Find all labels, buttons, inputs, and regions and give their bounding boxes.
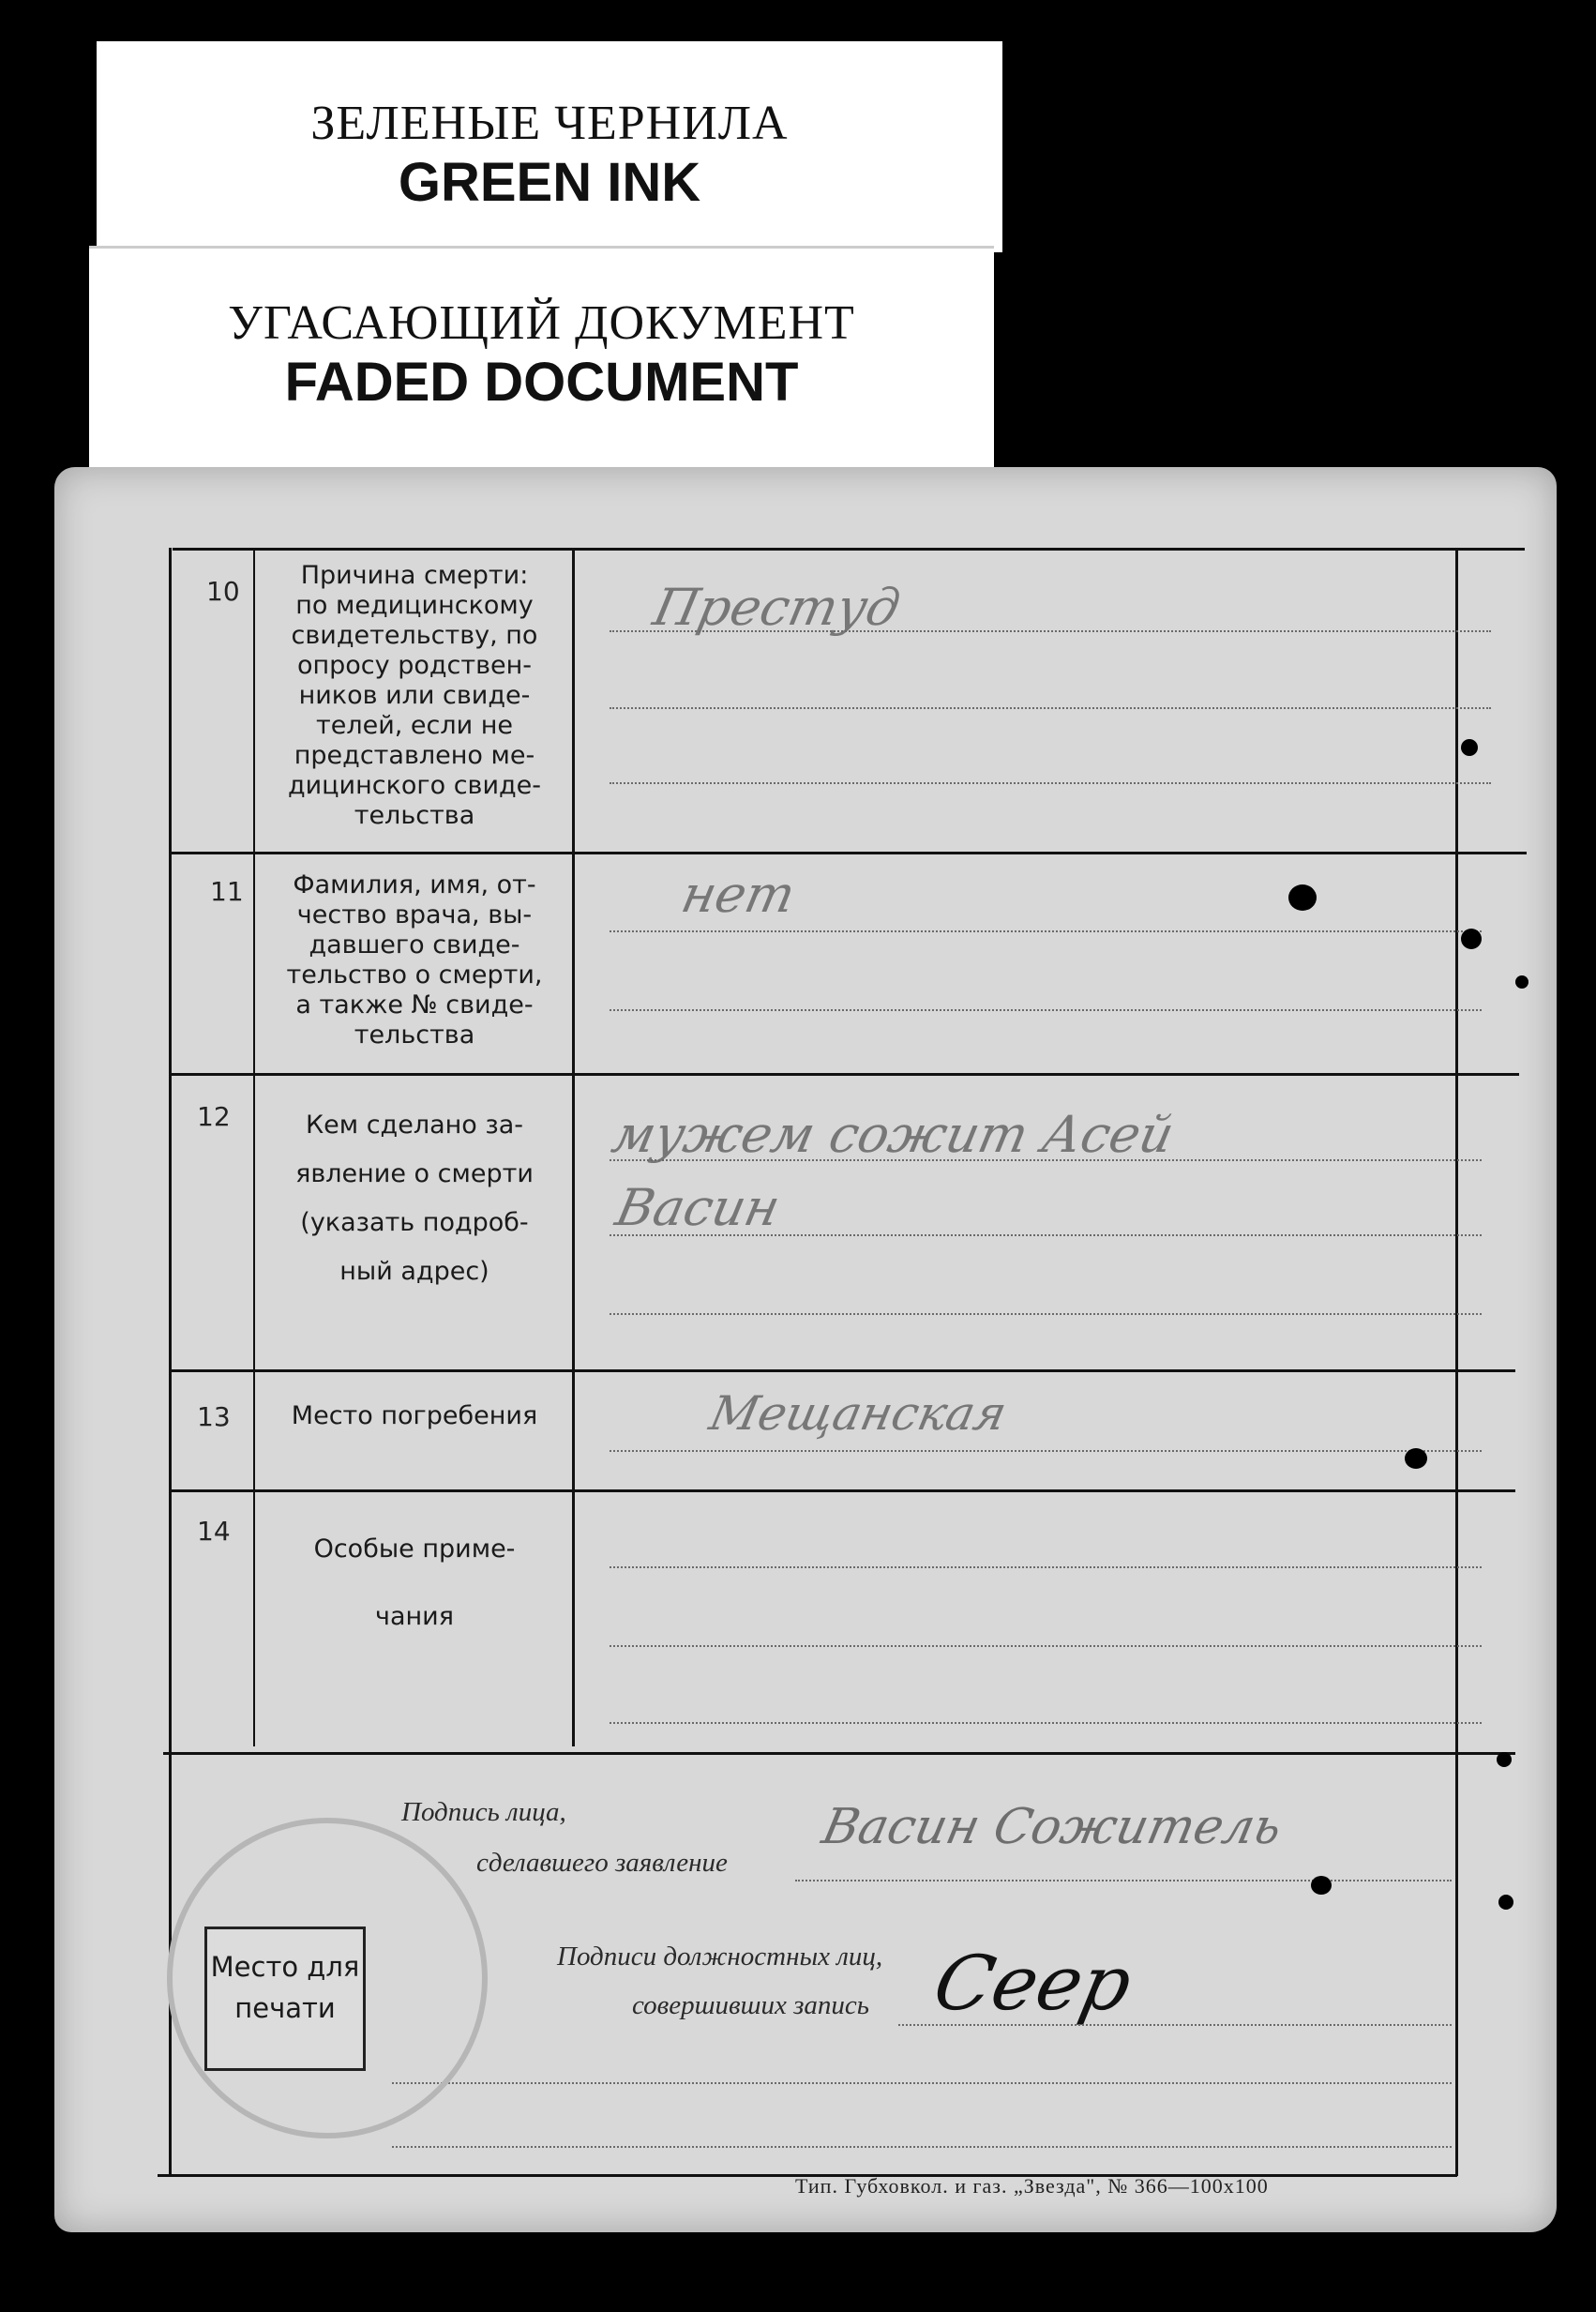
entry-dotted-line: [610, 1313, 1482, 1315]
row-description: Особые приме- чания: [313, 1534, 516, 1631]
table-right-border: [1455, 548, 1458, 2176]
binding-hole: [1461, 739, 1478, 756]
seal-placeholder-box: [204, 1927, 366, 2071]
row-description: Фамилия, имя, от- чество врача, вы- давшего свиде- тельство о смерти, а также № свиде- тельства: [286, 870, 543, 1050]
declarant-signature-label-2: сделавшего заявление: [476, 1848, 728, 1878]
entry-dotted-line: [610, 782, 1491, 784]
seal-label-line-1: Место для: [210, 1951, 360, 1983]
entry-dotted-line: [610, 1566, 1482, 1568]
row-divider-14-signatures: [163, 1752, 1515, 1755]
entry-dotted-line: [610, 630, 1491, 632]
row-description: Причина смерти: по медицинскому свидетельству, по опросу родствен- ников или свиде- телей, если не представлено ме- дицинского свиде- тельства: [287, 561, 542, 830]
row-handwritten-entry: Мещанская: [704, 1386, 1012, 1441]
officials-signature-label-1: Подписи должностных лиц,: [557, 1942, 883, 1972]
binding-hole: [1461, 929, 1482, 949]
row-handwritten-entry-line-2: Васин: [610, 1178, 786, 1237]
row-divider-12-13: [169, 1369, 1515, 1372]
row-handwritten-entry: нет: [676, 865, 801, 924]
entry-dotted-line: [610, 1159, 1482, 1161]
binding-hole: [1497, 1752, 1512, 1767]
entry-dotted-line: [610, 1009, 1482, 1011]
officials-signature-label-2: совершивших запись: [632, 1990, 869, 2020]
record-sheet: [54, 467, 1557, 2232]
signature-dotted-line: [898, 2024, 1452, 2026]
signature-dotted-line: [795, 1880, 1452, 1881]
row-number: 11: [210, 876, 244, 907]
binding-hole: [1288, 884, 1317, 911]
table-top-border: [173, 548, 1525, 551]
officials-signature-handwriting: Сеер: [926, 1940, 1139, 2027]
declarant-signature-label-1: Подпись лица,: [401, 1797, 566, 1827]
description-column-divider: [572, 548, 575, 1746]
row-number: 12: [197, 1101, 231, 1132]
declarant-signature-handwriting: Васин Сожитель: [817, 1799, 1287, 1855]
row-number: 13: [197, 1401, 231, 1432]
table-left-border: [169, 548, 172, 2176]
entry-dotted-line: [610, 1722, 1482, 1724]
faded-document-label-card: [89, 246, 994, 469]
row-handwritten-entry: Престуд: [648, 578, 906, 637]
entry-dotted-line: [610, 1450, 1482, 1452]
row-handwritten-entry-line-1: мужем сожит Асей: [607, 1105, 1180, 1164]
row-divider-13-14: [169, 1489, 1515, 1492]
row-number: 10: [206, 576, 240, 607]
binding-hole: [1311, 1876, 1332, 1895]
faded-document-russian-text: УГАСАЮЩИЙ ДОКУМЕНТ: [228, 296, 855, 350]
printer-imprint: Тип. Губховкол. и газ. „Звезда", № 366—100х100: [795, 2174, 1269, 2198]
entry-dotted-line: [610, 707, 1491, 709]
number-column-divider: [253, 548, 255, 1746]
binding-hole: [1405, 1448, 1427, 1469]
signature-dotted-line: [392, 2082, 1452, 2084]
row-description: Место погребения: [291, 1401, 538, 1430]
faded-document-english-text: FADED DOCUMENT: [284, 352, 799, 413]
binding-hole: [1498, 1895, 1513, 1910]
entry-dotted-line: [610, 1645, 1482, 1647]
green-ink-english-text: GREEN INK: [398, 152, 701, 213]
binding-hole: [1515, 975, 1528, 989]
row-divider-10-11: [169, 852, 1527, 854]
row-description: Кем сделано за- явление о смерти (указать подроб- ный адрес): [295, 1111, 534, 1286]
green-ink-label-card: [97, 41, 1002, 252]
entry-dotted-line: [610, 930, 1482, 932]
row-number: 14: [197, 1516, 231, 1547]
row-divider-11-12: [169, 1073, 1519, 1076]
signature-dotted-line: [392, 2146, 1452, 2148]
seal-label-line-2: печати: [234, 1992, 336, 2024]
green-ink-russian-text: ЗЕЛЕНЫЕ ЧЕРНИЛА: [310, 97, 789, 150]
entry-dotted-line: [610, 1234, 1482, 1236]
